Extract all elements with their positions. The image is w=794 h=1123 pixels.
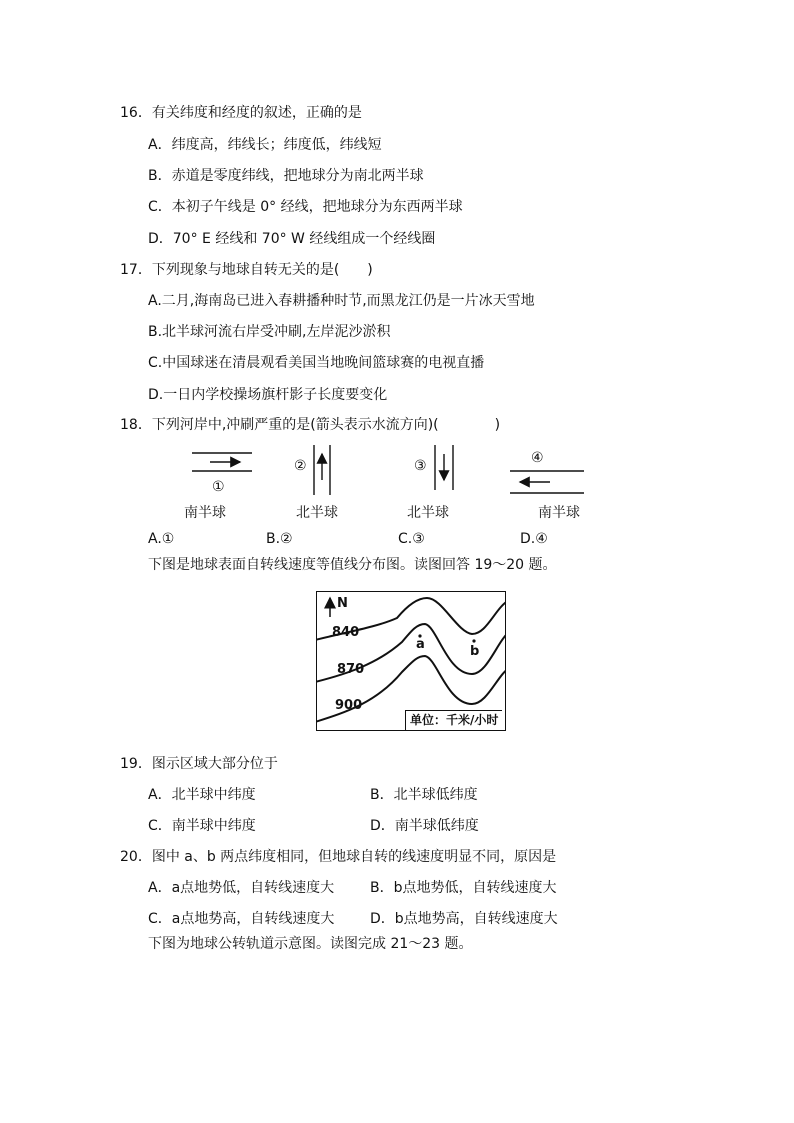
- river-bank-diagrams: [180, 440, 600, 500]
- q20-option-a: A．a点地势低，自转线速度大: [148, 880, 335, 896]
- q18-option-b: B.②: [266, 531, 293, 547]
- q17-option-a: A.二月,海南岛已进入春耕播种时节,而黑龙江仍是一片冰天雪地: [148, 293, 535, 309]
- north-label: N: [337, 596, 348, 611]
- fig4-number: ④: [531, 450, 544, 466]
- fig1-number: ①: [212, 479, 225, 495]
- intro-19-20: 下图是地球表面自转线速度等值线分布图。读图回答 19～20 题。: [148, 557, 557, 573]
- q17-option-c: C.中国球迷在清晨观看美国当地晚间篮球赛的电视直播: [148, 355, 485, 371]
- fig2-number: ②: [294, 458, 307, 474]
- q19-option-d: D．南半球低纬度: [370, 818, 479, 834]
- q17-option-b: B.北半球河流右岸受冲刷,左岸泥沙淤积: [148, 324, 391, 340]
- q18-stem: 18．下列河岸中,冲刷严重的是(箭头表示水流方向)( ): [120, 417, 501, 433]
- river-diagram-2: [314, 445, 330, 495]
- q17-stem: 17．下列现象与地球自转无关的是( ): [120, 262, 373, 278]
- q20-option-c: C．a点地势高，自转线速度大: [148, 911, 335, 927]
- q16-option-b: B．赤道是零度纬线，把地球分为南北两半球: [148, 168, 424, 184]
- intro-21-23: 下图为地球公转轨道示意图。读图完成 21～23 题。: [148, 936, 473, 952]
- q20-stem: 20．图中 a、b 两点纬度相同，但地球自转的线速度明显不同，原因是: [120, 849, 557, 865]
- q18-option-c: C.③: [398, 531, 425, 547]
- q19-option-a: A．北半球中纬度: [148, 787, 256, 803]
- river-diagram-1: [192, 453, 252, 471]
- q19-option-c: C．南半球中纬度: [148, 818, 256, 834]
- q18-option-d: D.④: [520, 531, 548, 547]
- river-diagram-3: [435, 445, 453, 490]
- fig2-hemisphere: 北半球: [296, 505, 338, 521]
- fig4-hemisphere: 南半球: [538, 505, 580, 521]
- q19-stem: 19．图示区域大部分位于: [120, 756, 278, 772]
- fig3-hemisphere: 北半球: [407, 505, 449, 521]
- q16-option-d: D．70° E 经线和 70° W 经线组成一个经线圈: [148, 231, 436, 247]
- q16-option-c: C．本初子午线是 0° 经线，把地球分为东西两半球: [148, 199, 463, 215]
- q19-option-b: B．北半球低纬度: [370, 787, 478, 803]
- point-b-label: b: [470, 644, 480, 659]
- q16-stem: 16．有关纬度和经度的叙述，正确的是: [120, 105, 362, 121]
- fig1-hemisphere: 南半球: [184, 505, 226, 521]
- q18-option-a: A.①: [148, 531, 175, 547]
- point-a-label: a: [416, 637, 425, 652]
- q16-option-a: A．纬度高，纬线长；纬度低，纬线短: [148, 137, 382, 153]
- isoline-label-900: 900: [335, 698, 363, 713]
- isoline-label-870: 870: [337, 662, 365, 677]
- q17-option-d: D.一日内学校操场旗杆影子长度要变化: [148, 387, 388, 403]
- isoline-label-840: 840: [332, 625, 360, 640]
- map-unit-box: 单位：千米/小时: [405, 710, 502, 731]
- q20-option-b: B．b点地势低，自转线速度大: [370, 880, 557, 896]
- fig3-number: ③: [414, 458, 427, 474]
- q20-option-d: D．b点地势高，自转线速度大: [370, 911, 558, 927]
- point-b-dot: [472, 639, 475, 642]
- river-diagram-4: [510, 471, 584, 493]
- isoline-map: [316, 591, 506, 731]
